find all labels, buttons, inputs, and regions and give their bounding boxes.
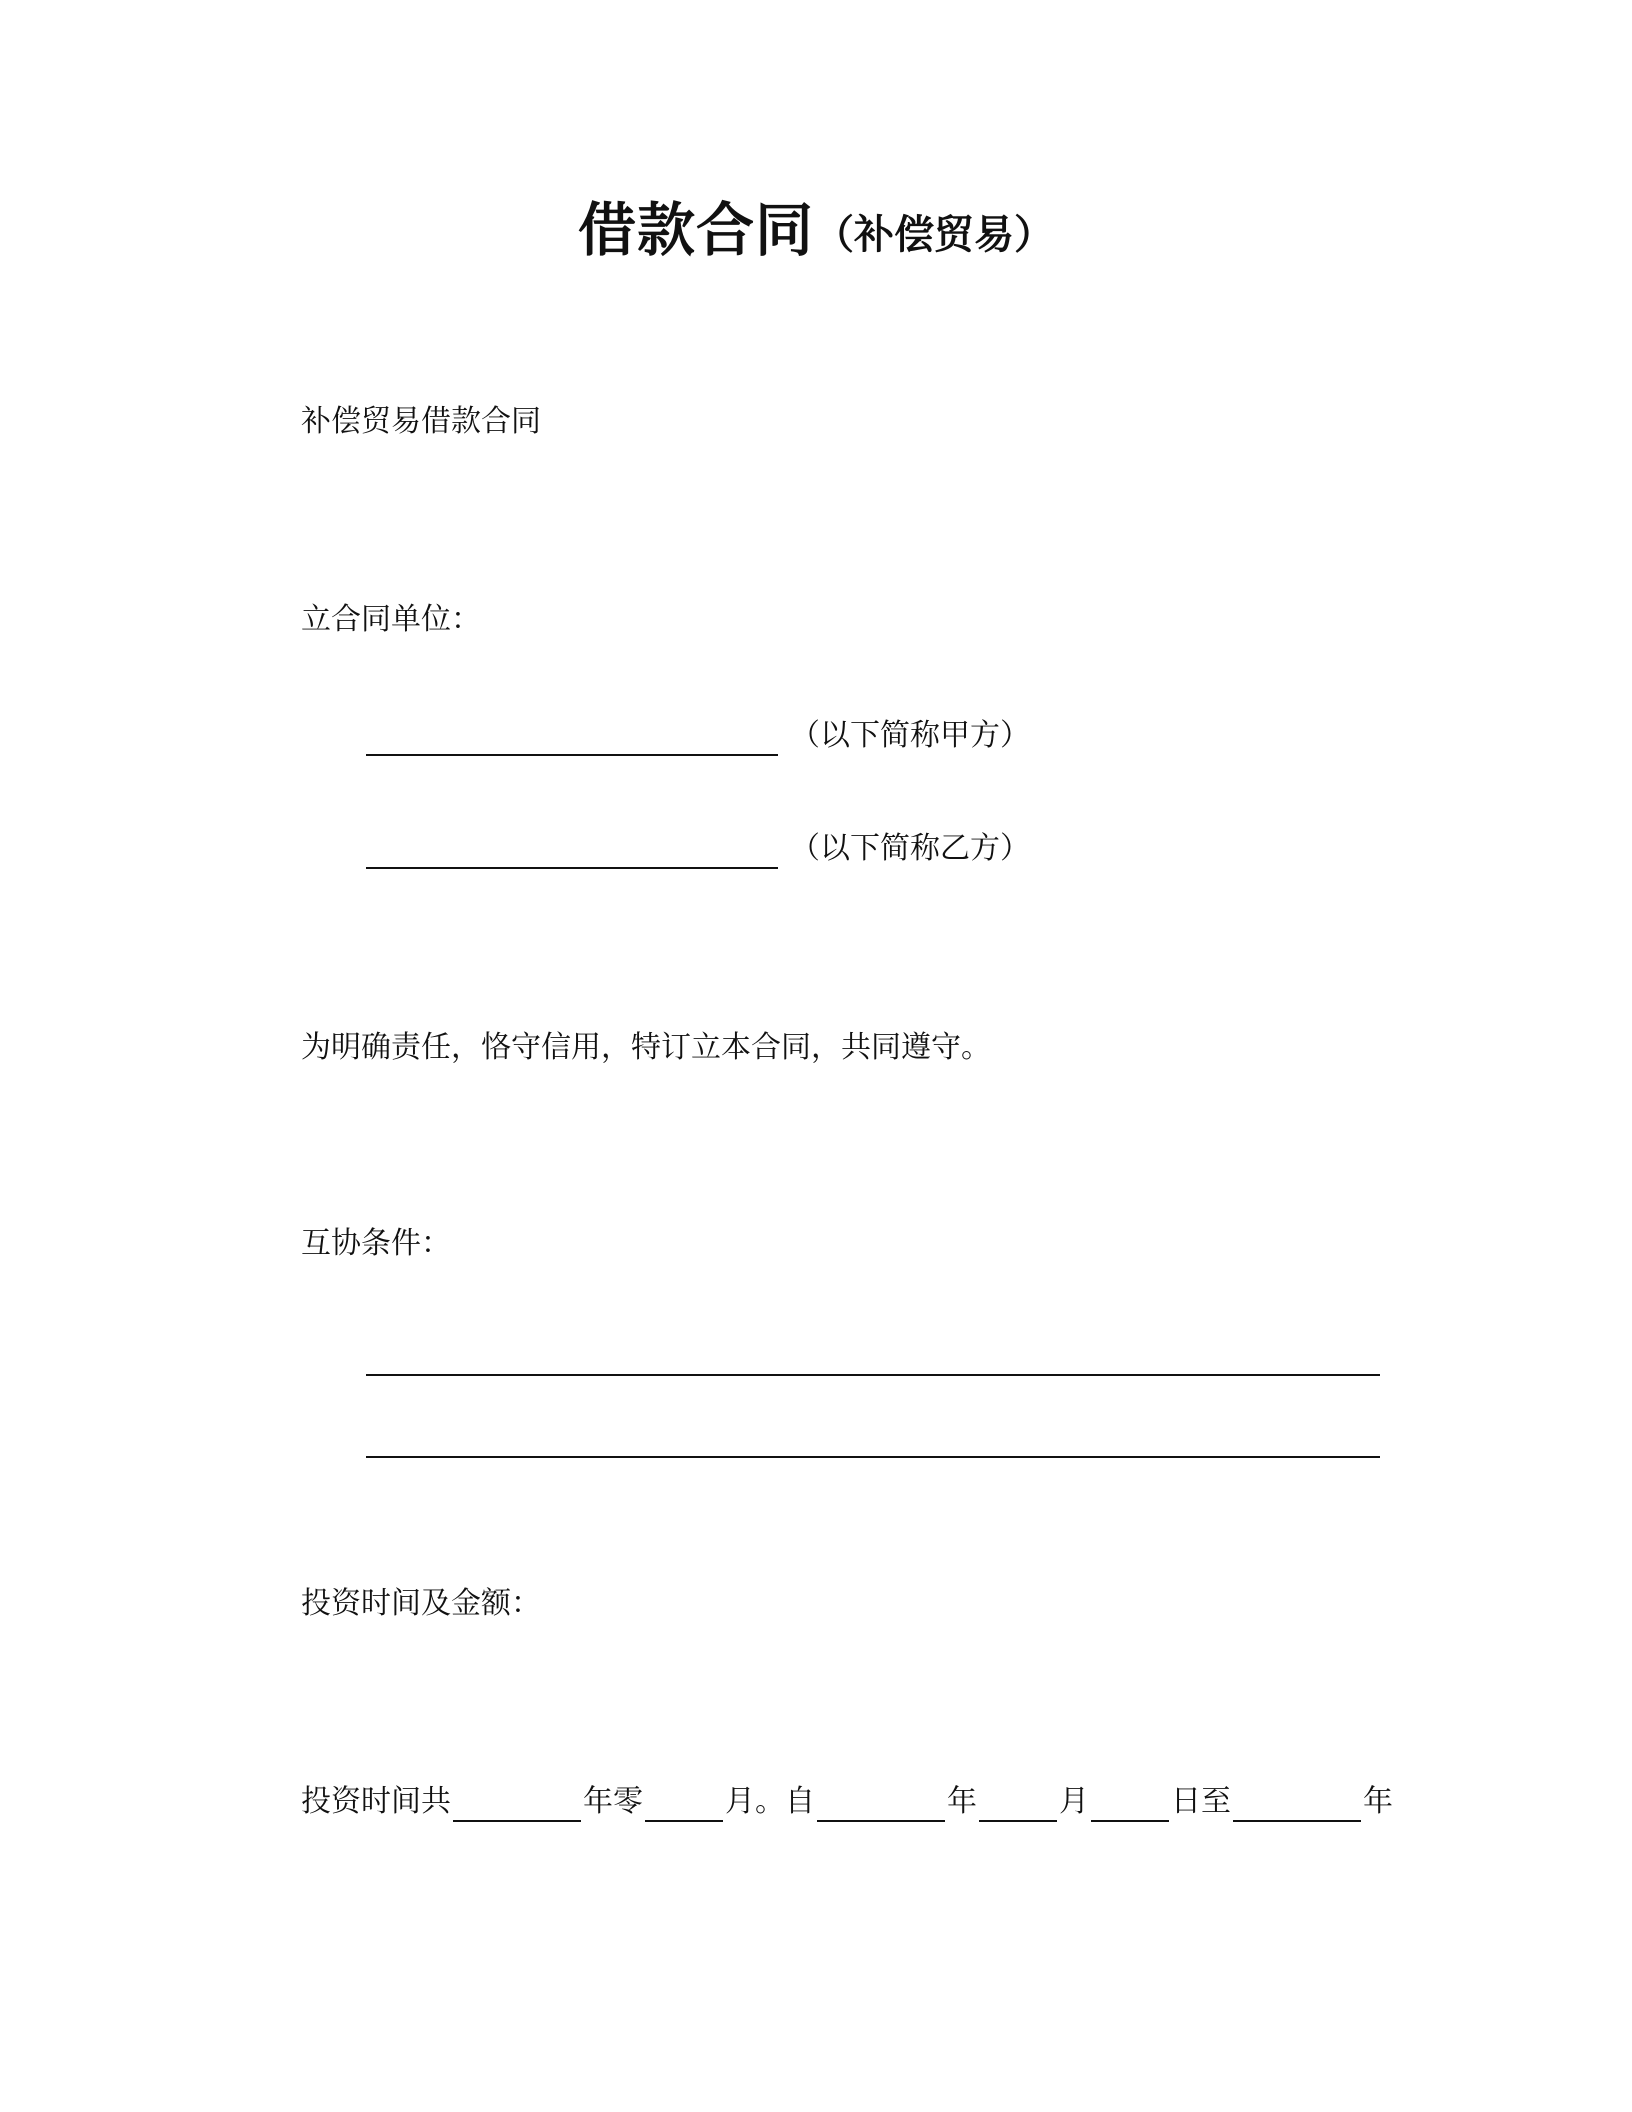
party-b-suffix: （以下简称乙方） [790,831,1030,866]
investment-label: 投资时间及金额： [301,1586,541,1621]
time-text-6: 日至 [1171,1784,1231,1819]
start-month-blank[interactable] [979,1784,1057,1822]
time-text-5: 月 [1059,1784,1089,1819]
conditions-blank-line-1[interactable] [366,1374,1380,1376]
party-a-blank[interactable] [366,718,778,756]
title-sub: （补偿贸易） [814,212,1054,258]
time-text-1: 投资时间共 [301,1784,451,1819]
start-day-blank[interactable] [1091,1784,1169,1822]
party-b-blank[interactable] [366,831,778,869]
contract-subtitle: 补偿贸易借款合同 [301,404,541,439]
start-year-blank[interactable] [817,1784,945,1822]
parties-label: 立合同单位： [301,602,481,637]
time-text-4: 年 [947,1784,977,1819]
party-a-row [366,716,1030,756]
time-text-2: 年零 [583,1784,643,1819]
time-text-7: 年 [1363,1784,1393,1819]
party-b-row [366,829,1030,869]
end-year-blank[interactable] [1233,1784,1361,1822]
title-main: 借款合同 [577,196,814,264]
investment-time-row [301,1782,1393,1822]
months-blank[interactable] [645,1784,723,1822]
years-blank[interactable] [453,1784,581,1822]
conditions-blank-line-2[interactable] [366,1456,1380,1458]
time-text-3: 月。自 [725,1784,815,1819]
conditions-label: 互协条件： [301,1226,451,1261]
document-title [0,196,1632,266]
party-a-suffix: （以下简称甲方） [790,718,1030,753]
purpose-statement: 为明确责任，恪守信用，特订立本合同，共同遵守。 [301,1030,991,1065]
